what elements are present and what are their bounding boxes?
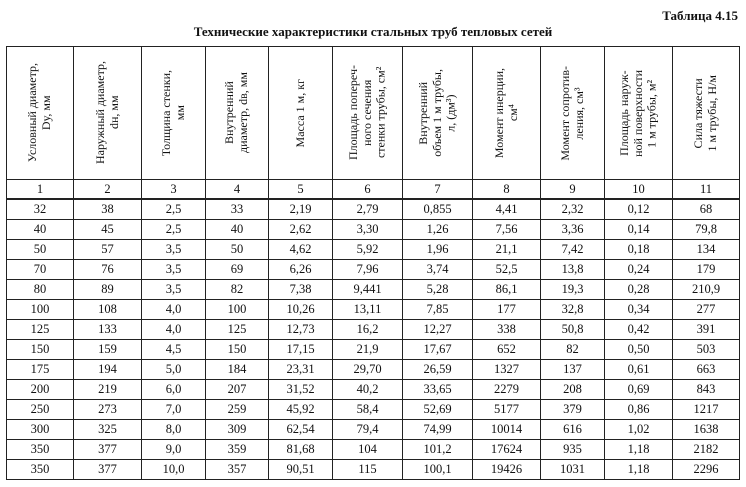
table-cell: 1217: [673, 400, 740, 420]
table-cell: 52,69: [403, 400, 473, 420]
table-cell: 503: [673, 340, 740, 360]
table-cell: 4,0: [142, 300, 206, 320]
table-cell: 616: [541, 420, 605, 440]
column-number: 2: [74, 180, 142, 200]
table-cell: 17,67: [403, 340, 473, 360]
table-cell: 391: [673, 320, 740, 340]
table-row: [7, 300, 740, 320]
table-cell: 5,92: [333, 240, 403, 260]
column-number-row: [7, 180, 740, 200]
table-cell: 4,41: [473, 199, 541, 220]
table-cell: 21,9: [333, 340, 403, 360]
table-cell: 2,32: [541, 199, 605, 220]
table-cell: 3,5: [142, 260, 206, 280]
table-cell: 1031: [541, 460, 605, 480]
table-cell: 19,3: [541, 280, 605, 300]
table-cell: 108: [74, 300, 142, 320]
table-cell: 10,26: [269, 300, 333, 320]
table-cell: 69: [206, 260, 269, 280]
table-cell: 194: [74, 360, 142, 380]
table-cell: 1,26: [403, 220, 473, 240]
table-cell: 357: [206, 460, 269, 480]
table-cell: 0,24: [605, 260, 673, 280]
table-cell: 0,28: [605, 280, 673, 300]
table-cell: 80: [7, 280, 74, 300]
table-cell: 9,0: [142, 440, 206, 460]
table-row: [7, 380, 740, 400]
table-cell: 179: [673, 260, 740, 280]
table-cell: 50: [206, 240, 269, 260]
table-cell: 663: [673, 360, 740, 380]
table-caption: Технические характеристики стальных труб тепловых сетей: [193, 24, 553, 39]
table-row: [7, 360, 740, 380]
table-cell: 62,54: [269, 420, 333, 440]
header-cell: Масса 1 м, кг: [269, 47, 333, 180]
table-cell: 325: [74, 420, 142, 440]
table-cell: 0,86: [605, 400, 673, 420]
table-cell: 79,4: [333, 420, 403, 440]
table-cell: 52,5: [473, 260, 541, 280]
table-cell: 379: [541, 400, 605, 420]
table-cell: 40,2: [333, 380, 403, 400]
table-cell: 250: [7, 400, 74, 420]
column-number: 5: [269, 180, 333, 200]
table-cell: 7,0: [142, 400, 206, 420]
table-cell: 1327: [473, 360, 541, 380]
table-row: [7, 400, 740, 420]
table-cell: 309: [206, 420, 269, 440]
table-cell: 3,30: [333, 220, 403, 240]
table-cell: 137: [541, 360, 605, 380]
column-number: 8: [473, 180, 541, 200]
header-cell: Площадь попереч- ного сечения стенки трубы, см²: [333, 47, 403, 180]
table-cell: 100: [206, 300, 269, 320]
column-number: 1: [7, 180, 74, 200]
table-cell: 300: [7, 420, 74, 440]
table-cell: 89: [74, 280, 142, 300]
table-cell: 31,52: [269, 380, 333, 400]
table-row: [7, 260, 740, 280]
table-row: [7, 460, 740, 480]
header-cell: Момент инерции, см⁴: [473, 47, 541, 180]
pipe-spec-table: [6, 46, 740, 480]
table-cell: 50: [7, 240, 74, 260]
table-number: Таблица 4.15: [662, 8, 738, 23]
table-cell: 159: [74, 340, 142, 360]
table-cell: 7,38: [269, 280, 333, 300]
table-cell: 259: [206, 400, 269, 420]
table-cell: 5177: [473, 400, 541, 420]
table-cell: 58,4: [333, 400, 403, 420]
table-row: [7, 199, 740, 220]
table-cell: 0,50: [605, 340, 673, 360]
table-cell: 377: [74, 460, 142, 480]
table-cell: 26,59: [403, 360, 473, 380]
column-number: 10: [605, 180, 673, 200]
table-cell: 7,56: [473, 220, 541, 240]
table-cell: 184: [206, 360, 269, 380]
table-row: [7, 220, 740, 240]
table-cell: 2182: [673, 440, 740, 460]
table-cell: 125: [206, 320, 269, 340]
table-cell: 82: [206, 280, 269, 300]
table-cell: 4,62: [269, 240, 333, 260]
table-cell: 33,65: [403, 380, 473, 400]
table-cell: 29,70: [333, 360, 403, 380]
table-cell: 68: [673, 199, 740, 220]
table-cell: 2,79: [333, 199, 403, 220]
table-cell: 33: [206, 199, 269, 220]
table-cell: 104: [333, 440, 403, 460]
table-cell: 0,18: [605, 240, 673, 260]
table-cell: 17,15: [269, 340, 333, 360]
table-cell: 17624: [473, 440, 541, 460]
table-cell: 2,19: [269, 199, 333, 220]
header-cell: Толщина стенки, мм: [142, 47, 206, 180]
table-cell: 76: [74, 260, 142, 280]
column-number: 7: [403, 180, 473, 200]
column-number: 9: [541, 180, 605, 200]
table-cell: 1,18: [605, 460, 673, 480]
table-cell: 175: [7, 360, 74, 380]
table-cell: 10014: [473, 420, 541, 440]
table-cell: 359: [206, 440, 269, 460]
column-number: 4: [206, 180, 269, 200]
table-cell: 0,34: [605, 300, 673, 320]
table-cell: 13,11: [333, 300, 403, 320]
table-cell: 273: [74, 400, 142, 420]
table-cell: 74,99: [403, 420, 473, 440]
column-number: 6: [333, 180, 403, 200]
table-cell: 0,12: [605, 199, 673, 220]
table-cell: 50,8: [541, 320, 605, 340]
table-cell: 21,1: [473, 240, 541, 260]
table-cell: 377: [74, 440, 142, 460]
table-cell: 5,0: [142, 360, 206, 380]
table-cell: 2279: [473, 380, 541, 400]
table-cell: 277: [673, 300, 740, 320]
table-cell: 1,02: [605, 420, 673, 440]
header-row: [7, 47, 740, 180]
table-cell: 70: [7, 260, 74, 280]
table-cell: 57: [74, 240, 142, 260]
table-cell: 3,5: [142, 280, 206, 300]
table-cell: 3,5: [142, 240, 206, 260]
header-cell: Момент сопротив- ления, см³: [541, 47, 605, 180]
table-cell: 208: [541, 380, 605, 400]
table-cell: 200: [7, 380, 74, 400]
table-cell: 16,2: [333, 320, 403, 340]
table-cell: 207: [206, 380, 269, 400]
table-row: [7, 420, 740, 440]
table-cell: 6,0: [142, 380, 206, 400]
table-cell: 13,8: [541, 260, 605, 280]
table-row: [7, 240, 740, 260]
table-cell: 0,61: [605, 360, 673, 380]
table-cell: 5,28: [403, 280, 473, 300]
table-row: [7, 340, 740, 360]
table-cell: 6,26: [269, 260, 333, 280]
table-cell: 3,36: [541, 220, 605, 240]
table-cell: 100: [7, 300, 74, 320]
table-cell: 23,31: [269, 360, 333, 380]
table-cell: 0,14: [605, 220, 673, 240]
table-cell: 350: [7, 460, 74, 480]
table-cell: 10,0: [142, 460, 206, 480]
header-cell: Внутренний объем 1 м трубы, л, (дм³): [403, 47, 473, 180]
table-cell: 177: [473, 300, 541, 320]
table-cell: 12,73: [269, 320, 333, 340]
table-cell: 0,69: [605, 380, 673, 400]
table-cell: 40: [7, 220, 74, 240]
table-cell: 1,18: [605, 440, 673, 460]
header-cell: Внутренний диаметр, dв, мм: [206, 47, 269, 180]
table-cell: 350: [7, 440, 74, 460]
table-cell: 4,0: [142, 320, 206, 340]
table-row: [7, 440, 740, 460]
table-cell: 2,5: [142, 199, 206, 220]
table-cell: 19426: [473, 460, 541, 480]
table-cell: 210,9: [673, 280, 740, 300]
table-cell: 133: [74, 320, 142, 340]
table-cell: 90,51: [269, 460, 333, 480]
table-cell: 7,42: [541, 240, 605, 260]
table-body: [7, 199, 740, 480]
table-cell: 82: [541, 340, 605, 360]
table-cell: 9,441: [333, 280, 403, 300]
table-row: [7, 320, 740, 340]
table-cell: 7,85: [403, 300, 473, 320]
table-cell: 935: [541, 440, 605, 460]
table-cell: 843: [673, 380, 740, 400]
table-cell: 45,92: [269, 400, 333, 420]
table-cell: 219: [74, 380, 142, 400]
table-cell: 40: [206, 220, 269, 240]
table-cell: 150: [206, 340, 269, 360]
table-cell: 7,96: [333, 260, 403, 280]
table-cell: 150: [7, 340, 74, 360]
table-cell: 86,1: [473, 280, 541, 300]
table-cell: 101,2: [403, 440, 473, 460]
table-cell: 134: [673, 240, 740, 260]
header-cell: Сила тяжести 1 м трубы, Н/м: [673, 47, 740, 180]
table-cell: 0,855: [403, 199, 473, 220]
table-cell: 79,8: [673, 220, 740, 240]
table-cell: 12,27: [403, 320, 473, 340]
table-cell: 8,0: [142, 420, 206, 440]
column-number: 3: [142, 180, 206, 200]
table-cell: 32: [7, 199, 74, 220]
table-cell: 38: [74, 199, 142, 220]
table-cell: 338: [473, 320, 541, 340]
table-row: [7, 280, 740, 300]
column-number: 11: [673, 180, 740, 200]
table-cell: 1,96: [403, 240, 473, 260]
header-cell: Наружный диаметр, dн, мм: [74, 47, 142, 180]
table-cell: 2296: [673, 460, 740, 480]
table-cell: 125: [7, 320, 74, 340]
table-cell: 0,42: [605, 320, 673, 340]
table-cell: 81,68: [269, 440, 333, 460]
table-cell: 3,74: [403, 260, 473, 280]
header-cell: Условный диаметр, Dу, мм: [7, 47, 74, 180]
table-cell: 45: [74, 220, 142, 240]
table-cell: 652: [473, 340, 541, 360]
table-cell: 32,8: [541, 300, 605, 320]
table-cell: 100,1: [403, 460, 473, 480]
table-cell: 2,5: [142, 220, 206, 240]
table-cell: 4,5: [142, 340, 206, 360]
header-cell: Площадь наруж- ной поверхности 1 м трубы, м²: [605, 47, 673, 180]
table-cell: 1638: [673, 420, 740, 440]
table-cell: 115: [333, 460, 403, 480]
table-cell: 2,62: [269, 220, 333, 240]
